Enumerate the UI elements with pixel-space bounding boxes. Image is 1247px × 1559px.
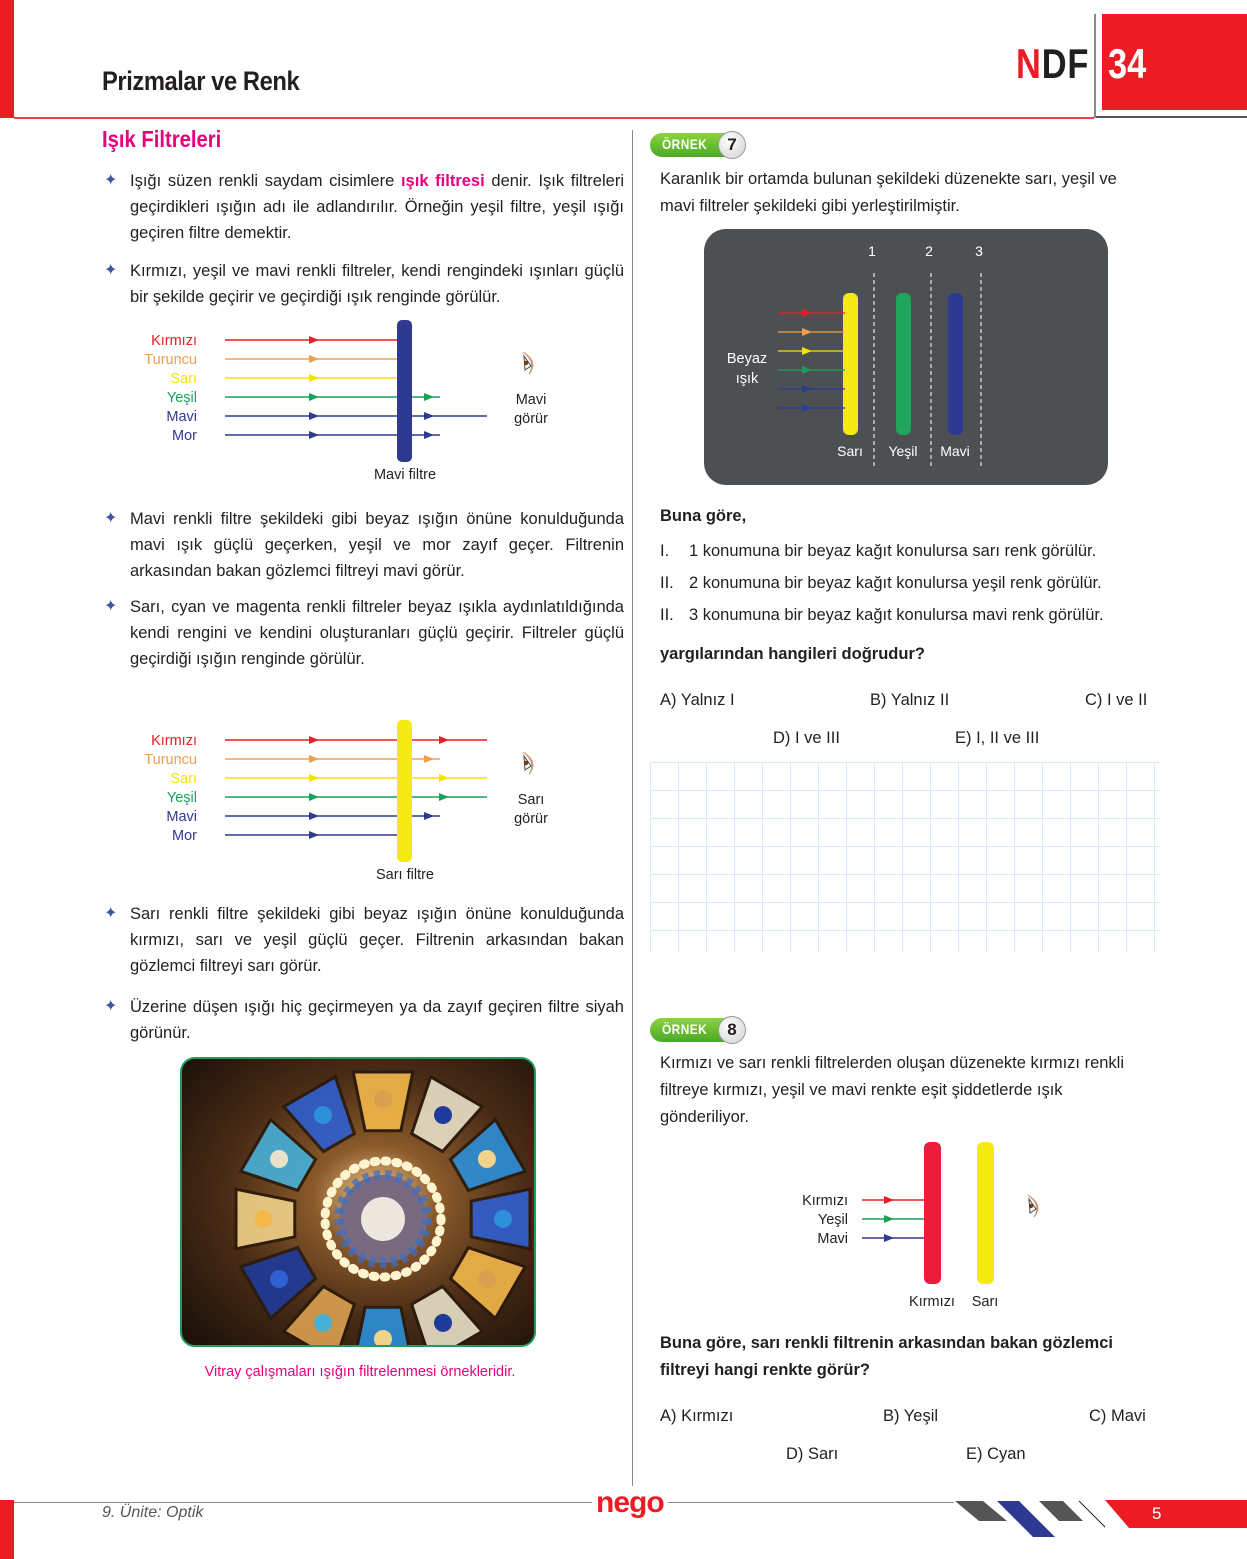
sparkle-bullet-icon: ✦ <box>104 262 118 279</box>
bullet-text: Sarı, cyan ve magenta renkli filtreler beyaz ışıkla aydınlatıldığında kendi rengini ve kendini oluşturanları güçlü geçirir. Filtreler güçlü geçirdiği ışığın renginde görülür. <box>130 598 624 668</box>
yellow-filter-diagram <box>140 715 570 890</box>
observer-label: görür <box>514 811 548 827</box>
observer-label: görür <box>514 411 548 427</box>
filter-bar <box>948 293 963 435</box>
eye-icon <box>523 352 533 374</box>
sparkle-bullet-icon: ✦ <box>104 998 118 1015</box>
arrowhead <box>309 412 319 420</box>
option-d[interactable]: D) Sarı <box>786 1445 839 1463</box>
arrowhead <box>309 812 319 820</box>
publisher-logo: nego <box>592 1486 668 1520</box>
arrowhead <box>309 793 319 801</box>
position-label: 1 <box>868 243 876 259</box>
arrowhead <box>884 1215 894 1223</box>
ray-label: Kırmızı <box>151 733 197 749</box>
bullet-text: Sarı renkli filtre şekildeki gibi beyaz ışığın önüne konulduğunda kırmızı, sarı ve yeşil güçlü geçer. Filtrenin arkasından bakan gözlemci filtreyi sarı görür. <box>130 905 624 975</box>
red-yellow-filter-figure <box>790 1135 1070 1315</box>
photo-caption: Vitray çalışmaları ışığın filtrelenmesi örnekleridir. <box>204 1364 516 1380</box>
ndf-n: N <box>1016 40 1042 87</box>
ray-label: Yeşil <box>166 390 197 406</box>
ray-label: Yeşil <box>166 790 197 806</box>
example-7-question: yargılarından hangileri doğrudur? <box>660 645 925 663</box>
bullet-item <box>104 594 624 672</box>
example-8-intro: Kırmızı ve sarı renkli filtrelerden oluşan düzenekte kırmızı renkli filtreye kırmızı, yeşil ve mavi renkte eşit şiddetlerde ışık gönderiliyor. <box>660 1054 1125 1126</box>
ndf-df: DF <box>1041 40 1090 87</box>
option-c[interactable]: C) I ve II <box>1085 691 1148 709</box>
option-a[interactable]: A) Yalnız I <box>660 691 735 709</box>
statement-item: I. 1 konumuna bir beyaz kağıt konulursa sarı renk görülür. <box>660 542 1097 560</box>
ndf-separator <box>1094 14 1096 118</box>
header-rule <box>14 117 1094 119</box>
glass-piece <box>434 1314 452 1332</box>
ray-label: Mavi <box>817 1231 848 1247</box>
option-e[interactable]: E) I, II ve III <box>955 729 1040 747</box>
section-title: Işık Filtreleri <box>102 126 222 152</box>
page-title: Prizmalar ve Renk <box>102 66 300 96</box>
footer-stripes-decoration <box>955 1497 1105 1539</box>
observer-label: Mavi <box>515 392 547 408</box>
unit-label: 9. Ünite: Optik <box>102 1504 204 1521</box>
page-number-box <box>1105 1500 1247 1528</box>
blue-filter-diagram <box>140 315 570 490</box>
arrowhead <box>309 831 319 839</box>
example-7-intro: Karanlık bir ortamda bulunan şekildeki düzenekte sarı, yeşil ve mavi filtreler şekildeki gibi yerleştirilmiştir. <box>660 170 1117 215</box>
source-label: ışık <box>735 371 759 387</box>
statement-item: II. 3 konumuna bir beyaz kağıt konulursa mavi renk görülür. <box>660 606 1104 624</box>
sparkle-bullet-icon: ✦ <box>104 510 118 527</box>
glass-piece <box>314 1314 332 1332</box>
filter-bar <box>977 1142 994 1284</box>
bullet-item <box>104 168 624 246</box>
bullet-item <box>104 258 624 310</box>
footer-accent-bar <box>0 1500 14 1559</box>
left-accent-bar <box>0 0 14 118</box>
filter-label: Mavi <box>940 443 970 459</box>
filter-bar <box>896 293 911 435</box>
eye-icon <box>523 752 533 774</box>
glass-piece <box>478 1270 496 1288</box>
ndf-number: 34 <box>1108 40 1147 87</box>
filter-label: Sarı <box>971 1294 999 1310</box>
ray-label: Mavi <box>166 809 197 825</box>
ray-label: Turuncu <box>144 752 197 768</box>
glass-piece <box>314 1106 332 1124</box>
badge-number: 7 <box>718 131 746 159</box>
glass-piece <box>494 1210 512 1228</box>
glass-piece <box>478 1150 496 1168</box>
arrowhead <box>424 812 434 820</box>
ray-label: Sarı <box>170 371 197 387</box>
glass-piece <box>270 1150 288 1168</box>
arrowhead <box>309 736 319 744</box>
filter-bar <box>924 1142 941 1284</box>
badge-label: ÖRNEK <box>662 1021 708 1037</box>
filter-label: Sarı filtre <box>375 867 435 883</box>
ray-label: Mor <box>172 828 197 844</box>
badge-number: 8 <box>718 1016 746 1044</box>
arrowhead <box>309 336 319 344</box>
arrowhead <box>309 755 319 763</box>
bullet-text: Işığı süzen renkli saydam cisimlere ışık filtresi denir. Işık filtreleri geçirdikleri ışığın adı ile adlandırılır. Örneğin yeşil filtre, yeşil ışığı geçiren filtre demektir. <box>130 172 624 242</box>
ray-label: Kırmızı <box>802 1193 848 1209</box>
option-b[interactable]: B) Yalnız II <box>870 691 950 709</box>
page-number: 5 <box>1152 1504 1162 1523</box>
badge-label: ÖRNEK <box>662 136 708 152</box>
filter-bar <box>397 320 412 462</box>
column-divider <box>632 130 633 1490</box>
glass-piece <box>434 1106 452 1124</box>
arrowhead <box>309 774 319 782</box>
ray-label: Mor <box>172 428 197 444</box>
filter-label: Kırmızı <box>909 1294 955 1310</box>
arrowhead <box>309 431 319 439</box>
filter-bar <box>397 720 412 862</box>
example-8-badge <box>650 1016 744 1044</box>
bullet-item <box>104 901 624 979</box>
arrowhead <box>884 1234 894 1242</box>
glass-piece <box>374 1090 392 1108</box>
ray-label: Mavi <box>166 409 197 425</box>
arrowhead <box>424 412 434 420</box>
filter-label: Sarı <box>837 443 863 459</box>
arrowhead <box>424 755 434 763</box>
sparkle-bullet-icon: ✦ <box>104 598 118 615</box>
bullet-item <box>104 506 624 584</box>
filter-bar <box>843 293 858 435</box>
option-c[interactable]: C) Mavi <box>1089 1407 1146 1425</box>
keyword-highlight: ışık filtresi <box>400 172 485 190</box>
bullet-text: Kırmızı, yeşil ve mavi renkli filtreler, kendi rengindeki ışınları güçlü bir şekilde geçirir ve geçirdiği ışık renginde görülür. <box>130 262 624 306</box>
example-8-question: Buna göre, sarı renkli filtrenin arkasından bakan gözlemci filtreyi hangi renkte görür? <box>660 1334 1113 1379</box>
option-a[interactable]: A) Kırmızı <box>660 1407 734 1425</box>
arrowhead <box>424 393 434 401</box>
option-e[interactable]: E) Cyan <box>966 1445 1026 1463</box>
option-d[interactable]: D) I ve III <box>773 729 840 747</box>
ray-label: Turuncu <box>144 352 197 368</box>
arrowhead <box>439 793 449 801</box>
stained-glass-photo <box>180 1057 536 1347</box>
statement-list <box>660 538 1152 634</box>
arrowhead <box>439 736 449 744</box>
position-label: 2 <box>925 243 933 259</box>
bullet-text: Mavi renkli filtre şekildeki gibi beyaz ışığın önüne konulduğunda mavi ışık güçlü geçerken, yeşil ve mor zayıf geçer. Filtrenin arkasından bakan gözlemci filtreyi mavi görür. <box>130 510 624 580</box>
scratch-grid <box>650 762 1160 952</box>
sparkle-bullet-icon: ✦ <box>104 905 118 922</box>
ndf-label <box>1016 40 1089 88</box>
arrowhead <box>884 1196 894 1204</box>
glass-piece <box>254 1210 272 1228</box>
arrowhead <box>424 431 434 439</box>
bullet-item <box>104 994 624 1046</box>
position-label: 3 <box>975 243 983 259</box>
footer-rule <box>14 1502 954 1503</box>
arrowhead <box>309 374 319 382</box>
statement-item: II. 2 konumuna bir beyaz kağıt konulursa yeşil renk görülür. <box>660 574 1102 592</box>
bullet-text: Üzerine düşen ışığı hiç geçirmeyen ya da zayıf geçiren filtre siyah görünür. <box>130 998 624 1042</box>
eye-icon <box>1028 1195 1038 1217</box>
sparkle-bullet-icon: ✦ <box>104 172 118 189</box>
ray-label: Kırmızı <box>151 333 197 349</box>
arrowhead <box>439 774 449 782</box>
observer-label: Sarı <box>517 792 545 808</box>
option-b[interactable]: B) Yeşil <box>883 1407 939 1425</box>
three-filter-figure <box>704 229 1108 485</box>
example-7-lead: Buna göre, <box>660 507 747 525</box>
glass-piece <box>270 1270 288 1288</box>
source-label: Beyaz <box>726 351 768 367</box>
filter-label: Mavi filtre <box>373 467 437 483</box>
arrowhead <box>309 355 319 363</box>
arrowhead <box>309 393 319 401</box>
filter-label: Yeşil <box>888 443 918 459</box>
ndf-underline <box>1096 116 1247 118</box>
ray-label: Sarı <box>170 771 197 787</box>
example-7-badge <box>650 131 744 159</box>
ray-label: Yeşil <box>817 1212 848 1228</box>
